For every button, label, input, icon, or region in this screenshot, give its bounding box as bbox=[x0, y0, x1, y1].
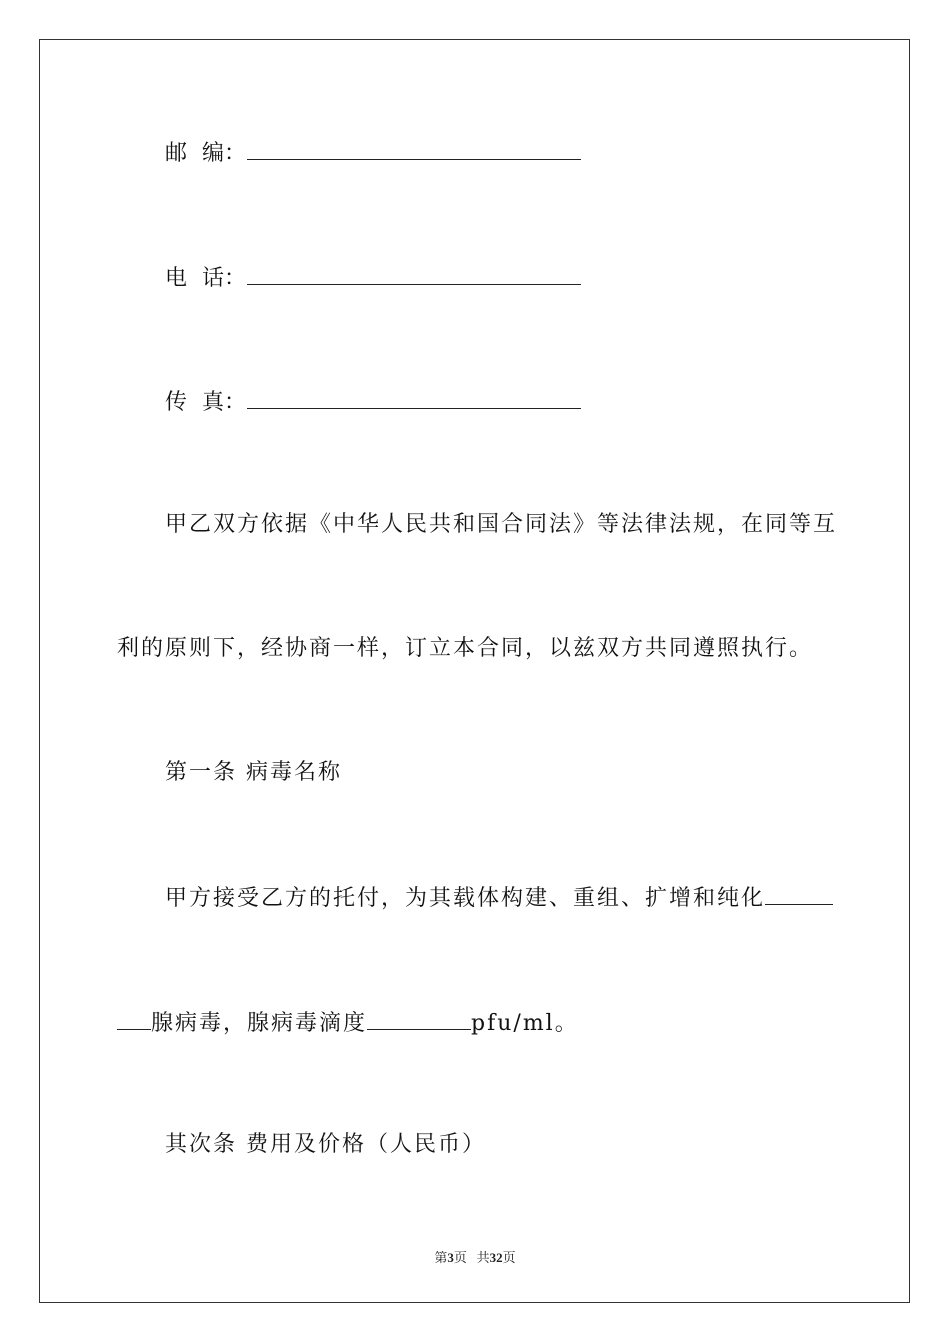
paragraph-1-line-2: 利的原则下，经协商一样，订立本合同，以兹双方共同遵照执行。 bbox=[117, 636, 814, 661]
titer-blank[interactable] bbox=[367, 1007, 471, 1030]
phone-input-line[interactable] bbox=[247, 262, 581, 285]
fax-field bbox=[165, 386, 581, 418]
paragraph-1-line-1: 甲乙双方依据《中华人民共和国合同法》等法律法规，在同等互 bbox=[165, 512, 838, 537]
postcode-label: 邮 编： bbox=[165, 141, 247, 166]
page-footer: 第3页 共32页 bbox=[434, 1250, 516, 1265]
virus-name-blank-part2[interactable] bbox=[117, 1007, 151, 1030]
postcode-input-line[interactable] bbox=[247, 137, 581, 160]
fax-label: 传 真： bbox=[165, 390, 247, 415]
fax-input-line[interactable] bbox=[247, 386, 581, 409]
page-border bbox=[39, 39, 910, 1303]
article-2-title: 其次条 费用及价格（人民币） bbox=[165, 1132, 486, 1157]
titer-unit: pfu/ml。 bbox=[471, 1011, 579, 1036]
paragraph-2-line-1 bbox=[165, 882, 833, 914]
paragraph-2-text-2: 腺病毒，腺病毒滴度 bbox=[151, 1011, 368, 1036]
current-page-number: 3 bbox=[447, 1250, 454, 1265]
virus-name-blank-part1[interactable] bbox=[765, 882, 833, 905]
paragraph-2-line-2 bbox=[117, 1007, 579, 1039]
article-1-title: 第一条 病毒名称 bbox=[165, 760, 342, 785]
phone-field bbox=[165, 262, 581, 294]
total-page-number: 32 bbox=[489, 1250, 503, 1265]
phone-label: 电 话： bbox=[165, 266, 247, 291]
postcode-field bbox=[165, 137, 581, 169]
paragraph-2-text: 甲方接受乙方的托付，为其载体构建、重组、扩增和纯化 bbox=[165, 886, 766, 911]
